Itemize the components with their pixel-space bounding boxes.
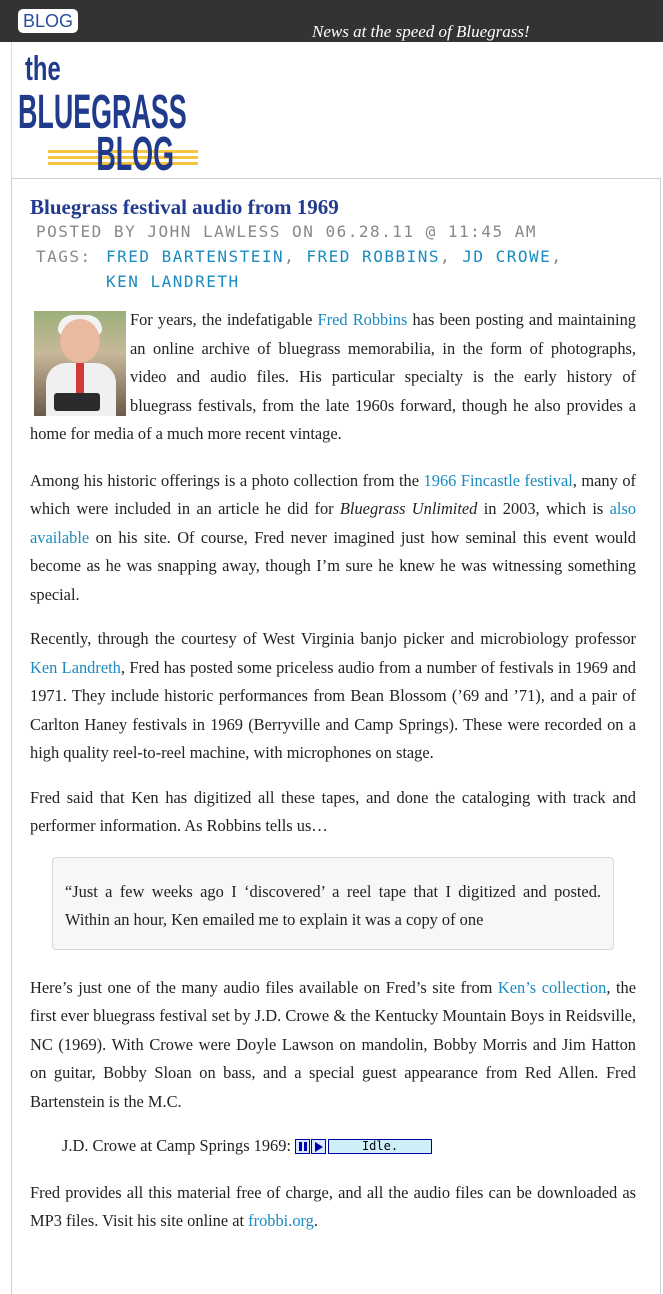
blog-post — [30, 195, 636, 1252]
logo-text-the: the — [25, 49, 61, 89]
link-kens-collection[interactable]: Ken’s collection — [497, 977, 607, 997]
tag-link-fred-robbins[interactable]: FRED ROBBINS — [306, 247, 440, 266]
audio-player-label: J.D. Crowe at Camp Springs 1969: — [62, 1136, 292, 1155]
paragraph-5: Here’s just one of the many audio files available on Fred’s site from Ken’s collection, the first ever bluegrass festival set by J.D. Crowe & the Kentucky Mountain Boys in Reidsville, NC (1969). With Crowe were Doyle Lawson on mandolin, Bobby Morris and Jim Hatton on guitar, Bobby Sloan on bass, and a special guest appearance from Red Allen. Fred Bartenstein is the M.C. — [30, 977, 636, 1111]
paragraph-3: Recently, through the courtesy of West Virginia banjo picker and microbiology professor Ken Landreth, Fred has posted some priceless audio from a number of festivals in 1969 and 1971. They include historic performances from Bean Blossom (’69 and ’71), and a pair of Carlton Haney festivals in 1969 (Berryville and Camp Springs). These were recorded on a high quality reel-to-reel machine, with microphones on stage. — [30, 629, 636, 762]
fred-robbins-photo — [34, 311, 126, 416]
paragraph-4: Fred said that Ken has digitized all these tapes, and done the cataloging with track and performer information. As Robbins tells us… — [30, 787, 636, 835]
blockquote: “Just a few weeks ago I ‘discovered’ a reel tape that I digitized and posted. Within an hour, Ken emailed me to explain it was a copy of one — [52, 857, 614, 950]
post-content — [30, 306, 636, 1236]
link-also-available[interactable]: also available — [30, 499, 637, 547]
post-byline: POSTED BY JOHN LAWLESS ON 06.28.11 @ 11:45 AM — [36, 222, 537, 241]
bluegrass-blog-logo[interactable] — [18, 46, 198, 174]
link-1966-fincastle-festival[interactable]: 1966 Fincastle festival — [423, 470, 573, 490]
player-status: Idle. — [328, 1139, 432, 1154]
pause-icon — [299, 1142, 302, 1151]
tag-link-ken-landreth[interactable]: KEN LANDRETH — [106, 272, 240, 291]
play-icon — [315, 1142, 323, 1152]
link-fred-robbins[interactable]: Fred Robbins — [317, 310, 408, 329]
logo-text-bluegrass: BLUEGRASS — [18, 86, 187, 140]
blog-badge[interactable]: BLOG — [18, 9, 78, 33]
top-bar — [0, 0, 663, 42]
pause-button[interactable] — [295, 1139, 310, 1154]
paragraph-6: Fred provides all this material free of charge, and all the audio files can be downloaded as MP3 files. Visit his site online at frobbi.org. — [30, 1182, 636, 1230]
play-button[interactable] — [311, 1139, 326, 1154]
link-ken-landreth[interactable]: Ken Landreth — [30, 657, 121, 677]
site-tagline: News at the speed of Bluegrass! — [312, 22, 530, 41]
tags-label: TAGS: — [36, 247, 92, 266]
tag-link-fred-bartenstein[interactable]: FRED BARTENSTEIN — [106, 247, 285, 266]
logo-text-blog: BLOG — [96, 128, 175, 174]
post-tags: TAGS: FRED BARTENSTEIN, FRED ROBBINS, JD CROWE, KEN LANDRETH — [36, 244, 636, 294]
paragraph-1: For years, the indefatigable Fred Robbins has been posting and maintaining an online archive of bluegrass memorabilia, in the form of photographs, video and audio files. His particular specialty is the early history of bluegrass festivals, from the late 1960s forward, though he also provides a home for media of a much more recent vintage. — [30, 310, 636, 443]
logo-area — [11, 42, 663, 178]
audio-player — [62, 1132, 636, 1161]
link-frobbi-org[interactable]: frobbi.org — [248, 1211, 314, 1230]
paragraph-2: Among his historic offerings is a photo collection from the 1966 Fincastle festival, many of which were included in an article he did for Bluegrass Unlimited in 2003, which is also available on his site. Of course, Fred never imagined just how seminal this event would become as he was snapping away, though I’m sure he knew he was witnessing something special. — [30, 470, 637, 604]
post-title[interactable]: Bluegrass festival audio from 1969 — [30, 195, 339, 219]
tag-link-jd-crowe[interactable]: JD CROWE — [462, 247, 552, 266]
